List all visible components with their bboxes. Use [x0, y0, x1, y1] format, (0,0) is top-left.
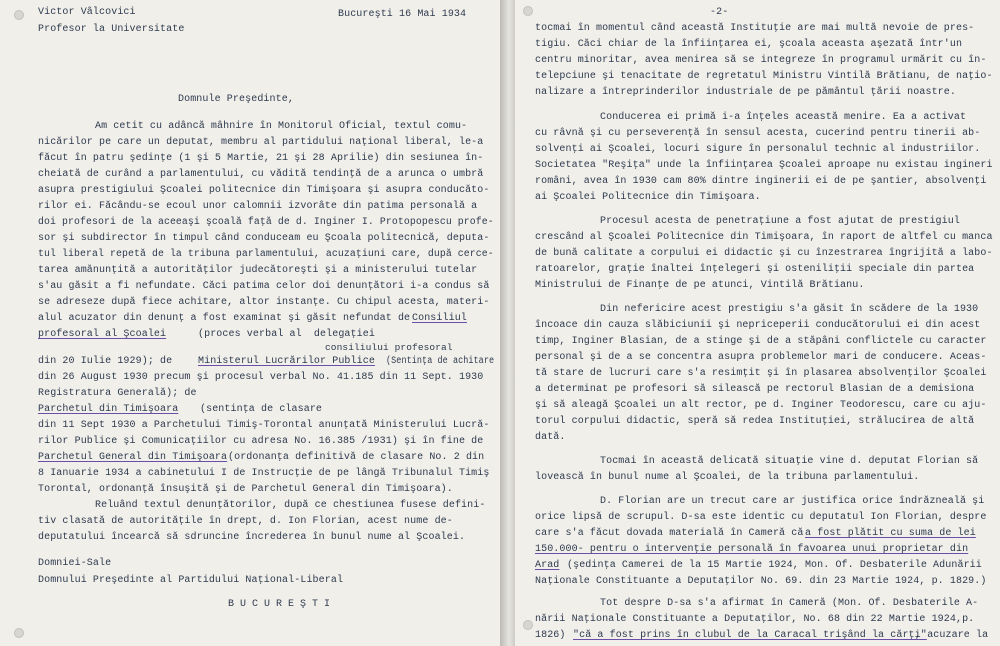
body-line: dată.	[535, 432, 566, 443]
body-line: tarea amănunţită a autorităţilor judecătoreşti şi a ministerului tutelar	[38, 265, 478, 276]
body-line: Ministrului de Finanţe de pe atunci, Vintilă Brătianu.	[535, 280, 865, 291]
body-line: sor şi subdirector în timpul când conduceam eu Şcoala politecnică, deputa-	[38, 233, 490, 244]
body-line: D. Florian are un trecut care ar justifica orice îndrăzneală şi	[600, 496, 985, 507]
body-line: deputatului încearcă să sdruncine încrederea în bunul nume al Şcoalei.	[38, 532, 466, 543]
body-line: orice lipsă de scrupul. D-sa este identic cu deputatul Ion Florian, despre	[535, 512, 987, 523]
body-line: Conducerea ei primă i-a înţeles această menire. Ea a activat	[600, 112, 967, 123]
body-line: şi să aleagă Şcoalei un alt rector, pe d. Inginer Teodorescu, care cu aju-	[535, 400, 987, 411]
page-fold	[500, 0, 515, 646]
body-line: din 20 Iulie 1929); de	[38, 356, 173, 367]
author-title: Profesor la Universitate	[38, 24, 185, 35]
body-line: nării Naţionale Constituante a Deputaţilor, No. 68 din 22 Martie 1924,p.	[535, 614, 975, 625]
punch-hole	[14, 10, 24, 20]
body-line: doi profesori de la aceeaşi şcoală faţă de d. Inginer I. Protopopescu profe-	[38, 217, 494, 228]
body-line: rilor Publice şi Comunicaţiilor cu adresa No. 16.385 /1931) şi în fine de	[38, 436, 484, 447]
body-line: (proces verbal al delegaţiei	[198, 329, 375, 340]
body-line: (sentinţa de clasare	[200, 404, 323, 415]
author-name: Victor Vâlcovici	[38, 7, 136, 18]
body-line: se adreseze după fiece achitare, altor instanţe. Cu chipul acesta, materi-	[38, 297, 490, 308]
punch-hole	[14, 628, 24, 638]
body-line: tul liberal repetă de la tribuna parlamentului, acuzaţiuni care, după cerce-	[38, 249, 494, 260]
body-line: (şedinţa Camerei de la 15 Martie 1924, Mon. Of. Desbaterile Adunării	[567, 560, 982, 571]
body-line: care s'a făcut dovada materială în Cameră că	[535, 528, 804, 539]
underlined-phrase: a fost plătit cu suma de lei	[805, 528, 976, 539]
body-line: asupra prestigiului Şcoalei politecnice din Timişoara şi asupra conducăto-	[38, 185, 490, 196]
body-line: nicărilor pe care un deputat, membru al partidului naţional liberal, le-a	[38, 137, 484, 148]
body-line: rilor ei. Făcându-se ecoul unor calomnii izvorâte din patima personală a	[38, 201, 478, 212]
body-line: Am cetit cu adâncă mâhnire în Monitorul Oficial, textul comu-	[95, 121, 468, 132]
body-line: Torontal, ordonanţă însuşită şi de Parchetul General din Timişoara).	[38, 484, 453, 495]
underlined-phrase: Consiliul	[412, 313, 467, 324]
body-line: tiv clasată de autorităţile în drept, d. Ion Florian, acest nume de-	[38, 516, 453, 527]
body-line: tocmai în momentul când această Instituţie are mai multă nevoie de pres-	[535, 23, 975, 34]
body-line: români, avea în 1930 cam 80% dintre inginerii ei de pe şantier, absolvenţi	[535, 176, 987, 187]
body-line: tă stare de lucruri care s'a resimţit şi în plasarea absolvenţilor Şcoalei	[535, 368, 987, 379]
body-line: ratoarelor, graţie înaltei înţelegeri şi osteniliţii speciale din partea	[535, 264, 975, 275]
body-line: Societatea "Reşiţa" unde la înfiinţarea Şcoalei aproape nu existau ingineri	[535, 160, 993, 171]
body-line: Registratura Generală); de	[38, 388, 197, 399]
letter-page-2	[515, 0, 1000, 646]
underlined-phrase: Ministerul Lucrărilor Publice	[198, 356, 375, 367]
body-line: de bună calitate a corpului ei didactic şi cu înzestrarea îngrijită a labo-	[535, 248, 993, 259]
body-line: telepciune şi tenacitate de regretatul Ministru Vintilă Brătianu, de naţio-	[535, 71, 993, 82]
body-line: (ordonanţa definitivă de clasare No. 2 din	[228, 452, 485, 463]
body-line: tigiu. Căci chiar de la înfiinţarea ei, şcoala aceasta aşezată într'un	[535, 39, 963, 50]
underlined-phrase: 150.000- pentru o intervenţie personală în favoarea unui proprietar din	[535, 544, 969, 555]
body-line: ai Şcoalei Politecnice din Timişoara.	[535, 192, 761, 203]
body-line: făcut în patru şedinţe (1 şi 5 Martie, 21 şi 28 Aprilie) din sesiunea în-	[38, 153, 484, 164]
body-line: alul acuzator din denunţ a fost examinat şi găsit nefundat de	[38, 313, 411, 324]
body-line: , acuzare la	[915, 630, 989, 641]
salutation: Domnule Preşedinte,	[178, 94, 294, 105]
underlined-phrase: Parchetul General din Timişoara	[38, 452, 228, 463]
underlined-phrase: profesoral al Şcoalei	[38, 329, 167, 340]
body-line: lovească în bunul nume al Şcoalei, de la tribuna parlamentului.	[535, 472, 920, 483]
body-line: Tot despre D-sa s'a afirmat în Cameră (Mon. Of. Desbaterile A-	[600, 598, 979, 609]
body-line: Din nefericire acest prestigiu s'a găsit în scădere de la 1930	[600, 304, 979, 315]
page-number: -2-	[710, 7, 729, 18]
body-line: nalizare a întreprinderilor industriale de pe pământul ţării noastre.	[535, 87, 956, 98]
body-line: centru minoritar, avea menirea să se integreze în programul urmărit cu în-	[535, 55, 987, 66]
underlined-phrase: Parchetul din Timişoara	[38, 404, 179, 415]
body-line: din 26 August 1930 precum şi procesul verbal No. 41.185 din 11 Sept. 1930	[38, 372, 484, 383]
body-line: cheiată de curând a parlamentului, cu vădită tendinţă de a arunca o umbră	[38, 169, 484, 180]
addressee-city: BUCUREŞTI	[228, 599, 337, 610]
punch-hole	[523, 620, 533, 630]
body-line: Reluând textul denunţătorilor, după ce chestiunea fusese defini-	[95, 500, 486, 511]
body-line: s'au găsit a fi nefundate. Căci patima celor doi denunţători i-a condus să	[38, 281, 490, 292]
body-line: crescând al Şcoalei Politecnice din Timişoara, în raport de altfel cu manca	[535, 232, 993, 243]
body-line: (Sentinţa de achitare	[386, 356, 495, 367]
body-line: solvenţi ai Şcoalei, locuri sigure în personalul technic al industriilor.	[535, 144, 981, 155]
body-line: Procesul acesta de penetraţiune a fost ajutat de prestigiul	[600, 216, 960, 227]
addressee-line: Domniei-Sale	[38, 558, 112, 569]
body-line: din 11 Sept 1930 a Parchetului Timiş-Torontal anunţată Ministerului Lucră-	[38, 420, 490, 431]
body-line: cu râvnă şi cu perseverenţă în sensul acesta, cucerind pentru tinerii ab-	[535, 128, 981, 139]
body-line: Naţionale Constituante a Deputaţilor No. 69. din 23 Martie 1924, p. 1829.)	[535, 576, 987, 587]
interlinear-insert: consiliului profesoral	[325, 342, 453, 353]
body-line: personal şi de a se concentra asupra problemelor mari de conducere. Aceas-	[535, 352, 987, 363]
addressee-line: Domnului Preşedinte al Partidului Naţional-Liberal	[38, 575, 344, 586]
underlined-phrase: Arad	[535, 560, 560, 571]
body-line: a determinat pe profesori să silească pe rectorul Blasian de a demisiona	[535, 384, 975, 395]
body-line: torul corpului didactic, speră să redea Instituţiei, strălucirea de altă	[535, 416, 975, 427]
body-line: 1826)	[535, 630, 566, 641]
body-line: încoace din cauza slăbiciunii şi nepriceperii conducătorului ei din acest	[535, 320, 981, 331]
body-line: timp, Inginer Blasian, de a stinge şi de a stăpâni conflictele cu caracter	[535, 336, 987, 347]
punch-hole	[523, 6, 533, 16]
body-line: Tocmai în această delicată situaţie vine d. deputat Florian să	[600, 456, 979, 467]
underlined-phrase: "că a fost prins în clubul de la Caracal trişând la cărţi"	[573, 630, 927, 641]
body-line: 8 Ianuarie 1934 a cabinetului I de Instrucţie de pe lângă Tribunalul Timiş	[38, 468, 490, 479]
place-date: Bucureşti 16 Mai 1934	[338, 9, 467, 20]
